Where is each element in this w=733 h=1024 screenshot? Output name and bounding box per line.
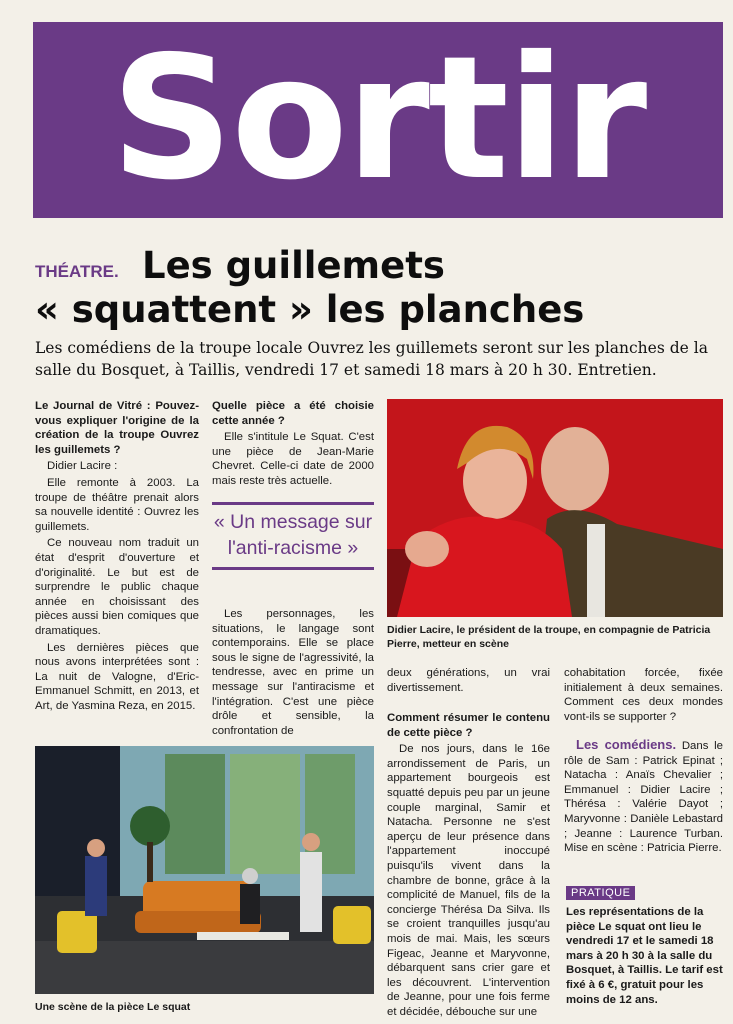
answer-2-continued: deux générations, un vrai divertissement. [387, 667, 550, 694]
question-2: Quelle pièce a été choisie cette année ? [212, 400, 374, 427]
section-banner [33, 22, 723, 218]
cast-text: Dans le rôle de Sam : Patrick Epinat ; Natacha : Anaïs Chevalier ; Emmanuel : Didier Lacire ; Thérésa : Valérie Dayot ; Maryvonne : Danièle Lebastard ; Jeanne : Laurence Turban. Mise en scène : Patricia Pierre. [564, 740, 723, 855]
column-3 [387, 711, 550, 1021]
pull-quote: « Un message sur l'anti-racisme » [212, 502, 374, 570]
cast-list [564, 738, 723, 858]
question-1: Le Journal de Vitré : Pouvez-vous expliquer l'origine de la création de la troupe Ouvrez les guillemets ? [35, 400, 199, 456]
stage-illustration [35, 746, 374, 994]
portrait-caption: Didier Lacire, le président de la troupe, en compagnie de Patricia Pierre, metteur en scène [387, 624, 711, 650]
stage-photo [35, 746, 374, 994]
answer-3: De nos jours, dans le 16e arrondissement de Paris, un appartement bourgeois est squatté depuis peu par un jeune couple marginal, Samir et Natacha. Personne ne s'est aperçu de leur présence dans l'appartement inoccupé puisqu'ils vivent dans la chambre de bonne, grâce à la complicité de Manuel, fils de la concierge Thérésa Da Silva. Ils se croient tranquilles jusqu'au mois de mai. Mais, les sœurs Figeac, Jeanne et Maryvonne, débarquent sans crier gare et les découvrent. L'intervention de Jeanne, pour une fois ferme et décidée, débouche sur une [387, 743, 550, 1018]
portrait-photo [387, 399, 723, 617]
pratique-badge: PRATIQUE [566, 886, 635, 900]
cast-label: Les comédiens. [576, 737, 677, 752]
question-3: Comment résumer le contenu de cette pièce ? [387, 712, 550, 739]
column-2 [212, 399, 374, 491]
article-lead: Les comédiens de la troupe locale Ouvrez les guillemets seront sur les planches de la salle du Bosquet, à Taillis, vendredi 17 et samedi 18 mars à 20 h 30. Entretien. [35, 339, 708, 379]
answer-1-p1: Elle remonte à 2003. La troupe de théâtre prenait alors sa nouvelle identité : Ouvrez les guillemets. [35, 476, 199, 533]
answer-2: Elle s'intitule Le Squat. C'est une pièce de Jean-Marie Chevret. Celle-ci date de 2000 mais reste très actuelle. [212, 431, 374, 487]
column-1 [35, 399, 199, 715]
answer-3-continued: cohabitation forcée, fixée initialement à deux semaines. Comment ces deux mondes vont-ils se supporter ? [564, 667, 723, 723]
answer-2-p2: Les personnages, les situations, le langage sont contemporains. Elle se place sous le signe de l'agressivité, la tendresse, avec en prime un message sur l'antiracisme et l'intégration. C'est une pièce drôle et sensible, la confrontation de [212, 608, 374, 737]
pratique-text: Les représentations de la pièce Le squat ont lieu le vendredi 17 et le samedi 18 mars à 20 h 30 à la salle du Bosquet, à Taillis. Le tarif est fixé à 6 €, gratuit pour les moins de 12 ans. [566, 906, 723, 1006]
column-3-top [387, 666, 550, 697]
speaker-name: Didier Lacire : [47, 460, 118, 473]
column-4-top [564, 666, 723, 726]
stage-caption: Une scène de la pièce Le squat [35, 1001, 191, 1013]
portrait-illustration [387, 399, 723, 617]
answer-1-p2: Ce nouveau nom traduit un état d'esprit d'ouverture et d'originalité. Le but est de surprendre le public chaque année en choisissant des pièces aussi bien comiques que dramatiques. [35, 537, 199, 637]
headline-line-2: « squattent » les planches [35, 288, 585, 331]
headline-line-1: Les guillemets [142, 244, 445, 287]
section-title: Sortir [110, 20, 646, 218]
article-kicker: THÉATRE. [35, 262, 119, 281]
column-2-continued [212, 607, 374, 740]
answer-1-p3: Les dernières pièces que nous avons interprétées sont : La nuit de Valogne, d'Eric-Emmanuel Schmitt, en 2013, et Art, de Yasmina Reza, en 2015. [35, 641, 199, 712]
